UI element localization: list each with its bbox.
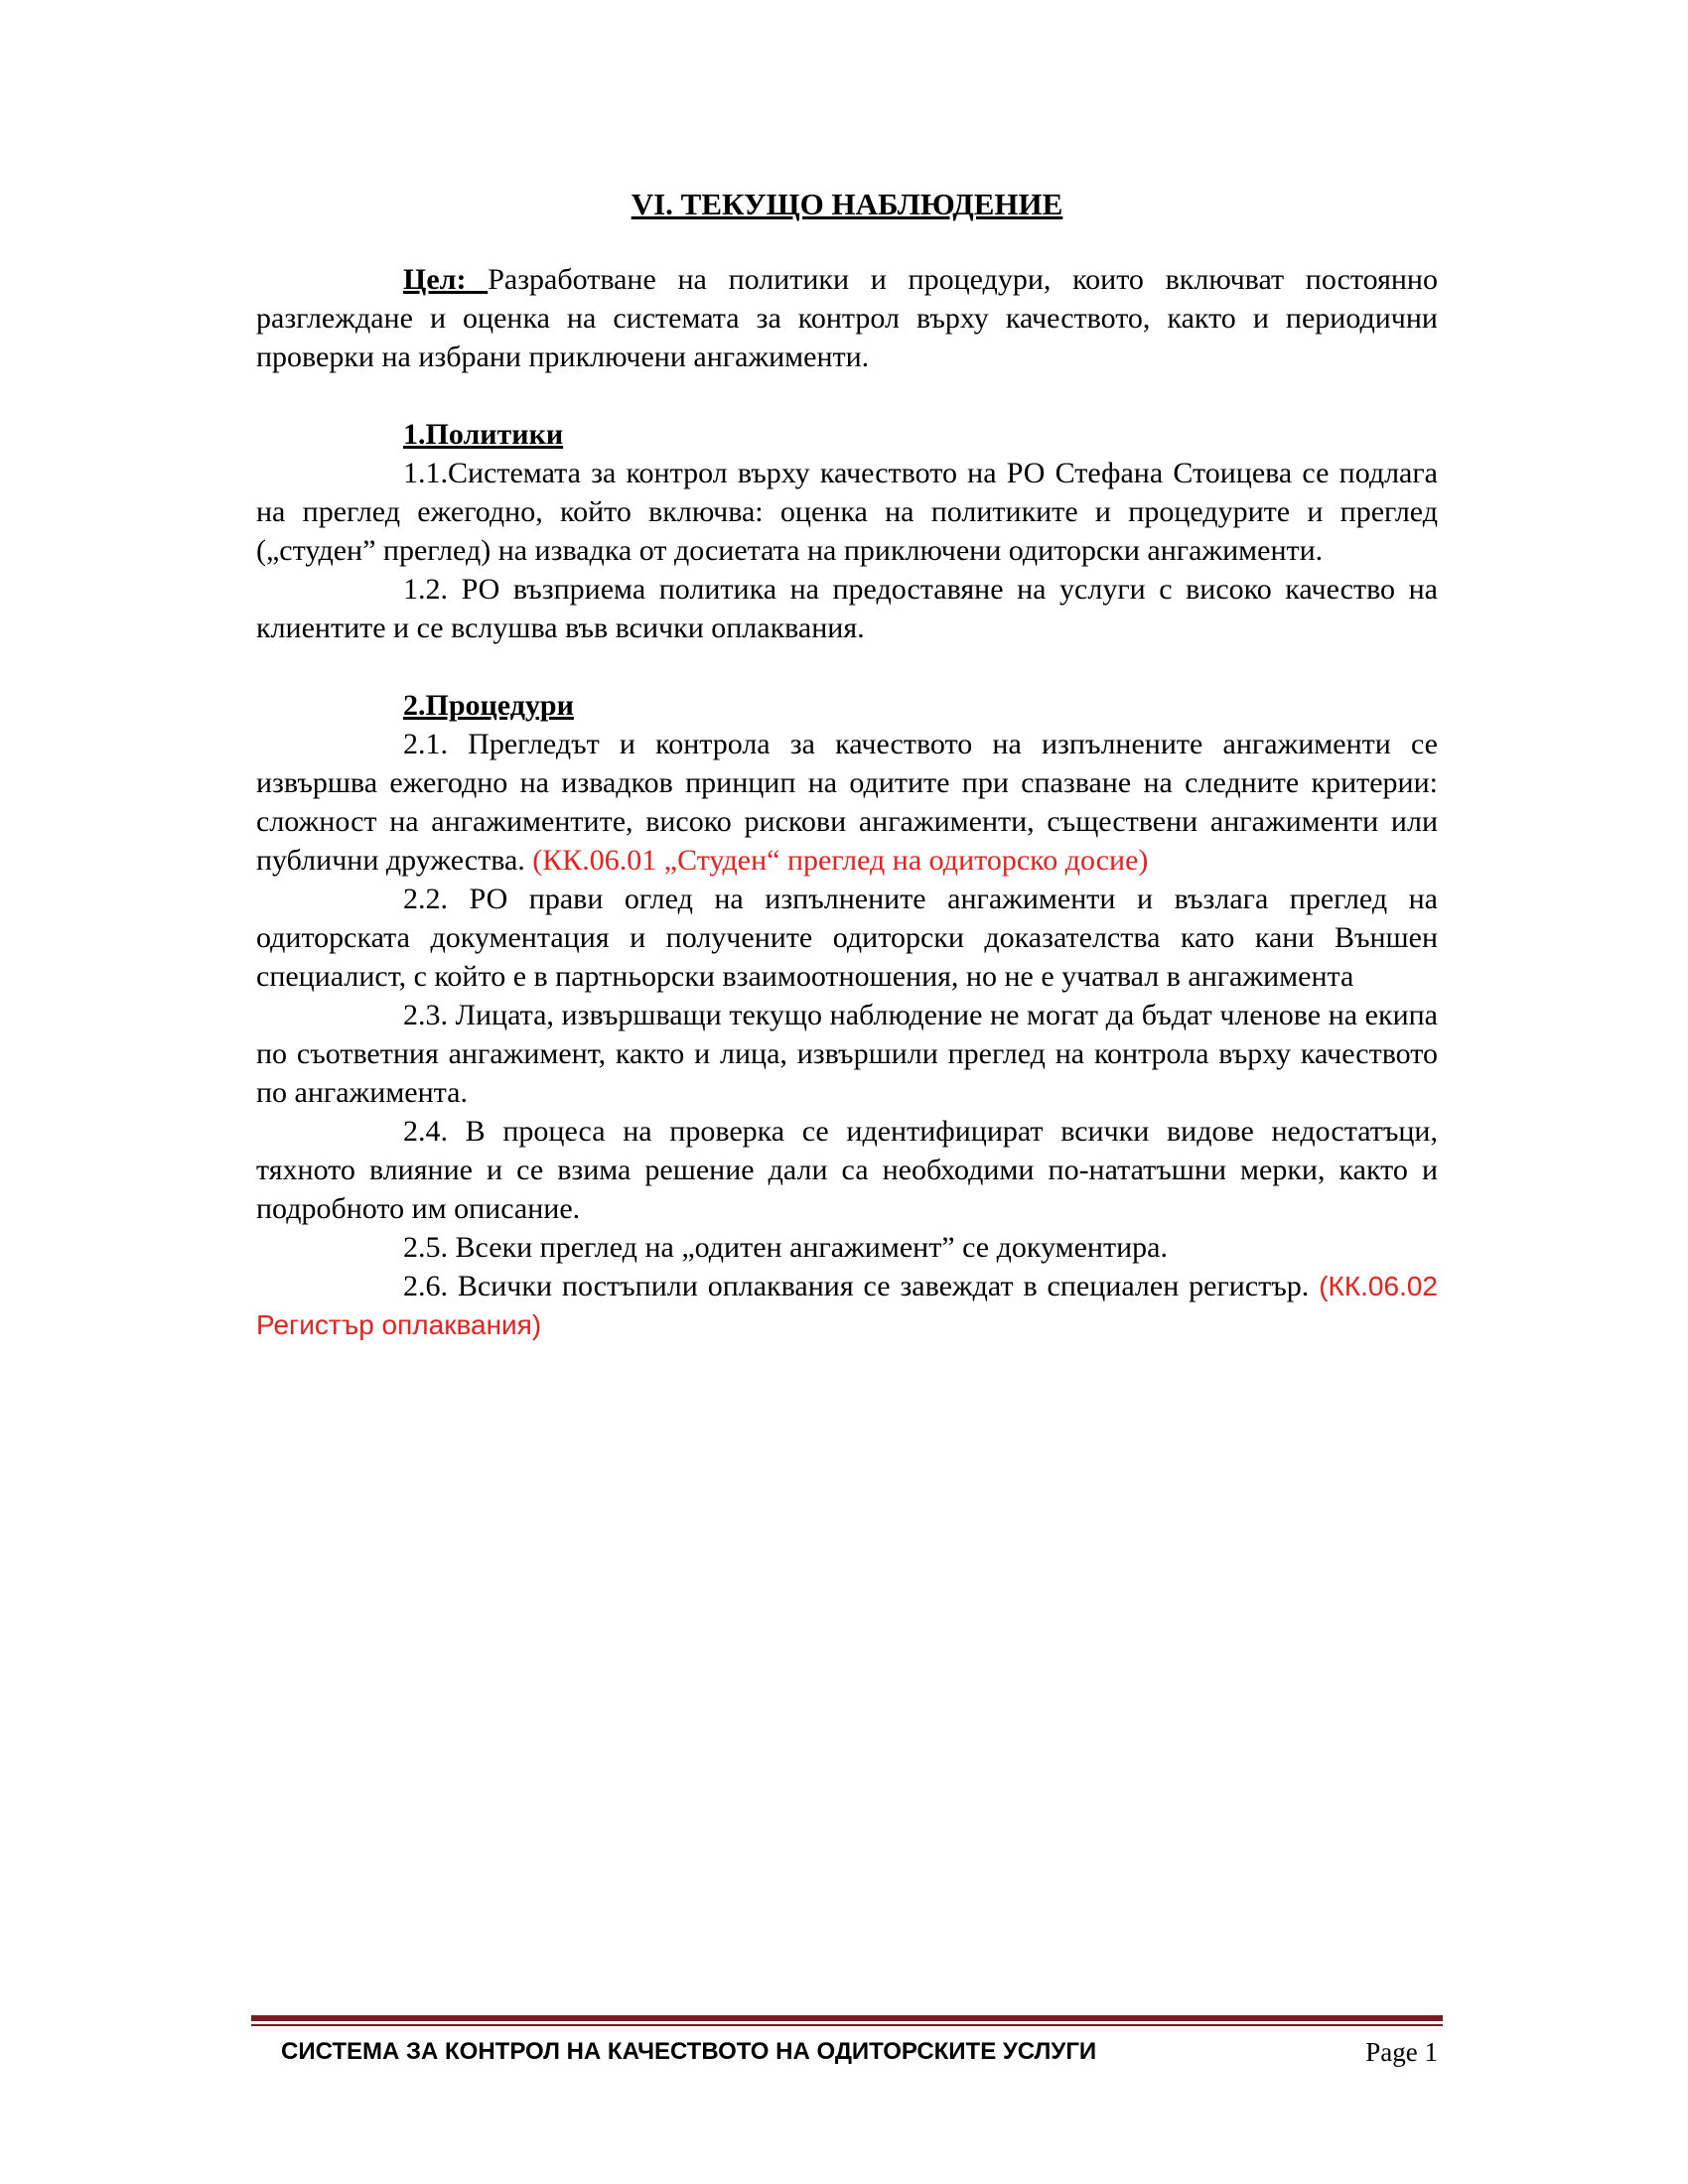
procedure-2-1 [256, 725, 1438, 880]
procedure-2-6-reference: (КК.06.02 Регистър оплаквания) [256, 1271, 1438, 1340]
goal-paragraph [256, 260, 1438, 376]
procedure-2-1-reference: (КК.06.01 „Студен“ преглед на одиторско досие) [532, 844, 1149, 877]
procedure-2-5: 2.5. Всеки преглед на „одитен ангажимент” се документира. [403, 1231, 1168, 1264]
procedure-2-6 [256, 1267, 1438, 1344]
procedure-2-4: 2.4. В процеса на проверка се идентифицират всички видове недостатъци, тяхното влияние и се взима решение дали са необходими по-нататъшни мерки, както и подробното им описание. [256, 1115, 1438, 1225]
page-title: VI. ТЕКУЩО НАБЛЮДЕНИЕ [631, 187, 1063, 221]
footer-rule-thin [251, 2024, 1443, 2026]
procedure-2-3: 2.3. Лицата, извършващи текущо наблюдение не могат да бъдат членове на екипа по съответния ангажимент, както и лица, извършили преглед на контрола върху качеството по ангажимента. [256, 999, 1438, 1109]
policies-heading: 1.Политики [403, 418, 564, 451]
goal-label: Цел: [403, 263, 489, 296]
policy-1-1: 1.1.Системата за контрол върху качеството на РО Стефана Стоицева се подлага на преглед ежегодно, който включва: оценка на политиките и процедурите и преглед („студен” преглед) на извадка от досиетата на приключени одиторски ангажименти. [256, 457, 1438, 567]
goal-text: Разработване на политики и процедури, които включват постоянно разглеждане и оценка на системата за контрол върху качеството, както и периодични проверки на избрани приключени ангажименти. [256, 263, 1438, 373]
footer-rule-thick [251, 2015, 1443, 2021]
procedure-2-2: 2.2. РО прави оглед на изпълнените ангажименти и възлага преглед на одиторската документация и получените одиторски доказателства като кани Външен специалист, с който е в партньорски взаимоотношения, но не е учатвал в ангажимента [256, 883, 1438, 993]
policy-1-2: 1.2. РО възприема политика на предоставяне на услуги с високо качество на клиентите и се вслушва във всички оплаквания. [256, 573, 1438, 644]
procedures-heading: 2.Процедури [403, 689, 574, 722]
page-number: Page 1 [1365, 2037, 1438, 2067]
procedure-2-6-text: 2.6. Всички постъпили оплаквания се завеждат в специален регистър. [403, 1270, 1320, 1302]
policies-heading-line [256, 415, 1438, 454]
procedures-heading-line [256, 686, 1438, 725]
document-body [256, 260, 1438, 1344]
footer-title: СИСТЕМА ЗА КОНТРОЛ НА КАЧЕСТВОТО НА ОДИТОРСКИТЕ УСЛУГИ [281, 2038, 1097, 2065]
procedure-2-1-text: 2.1. Прегледът и контрола за качеството на изпълнените ангажименти се извършва ежегодно на извадков принцип на одитите при спазване на следните критерии: сложност на ангажиментите, високо рискови ангажименти, съществени ангажименти или публични дружества. [256, 728, 1438, 877]
